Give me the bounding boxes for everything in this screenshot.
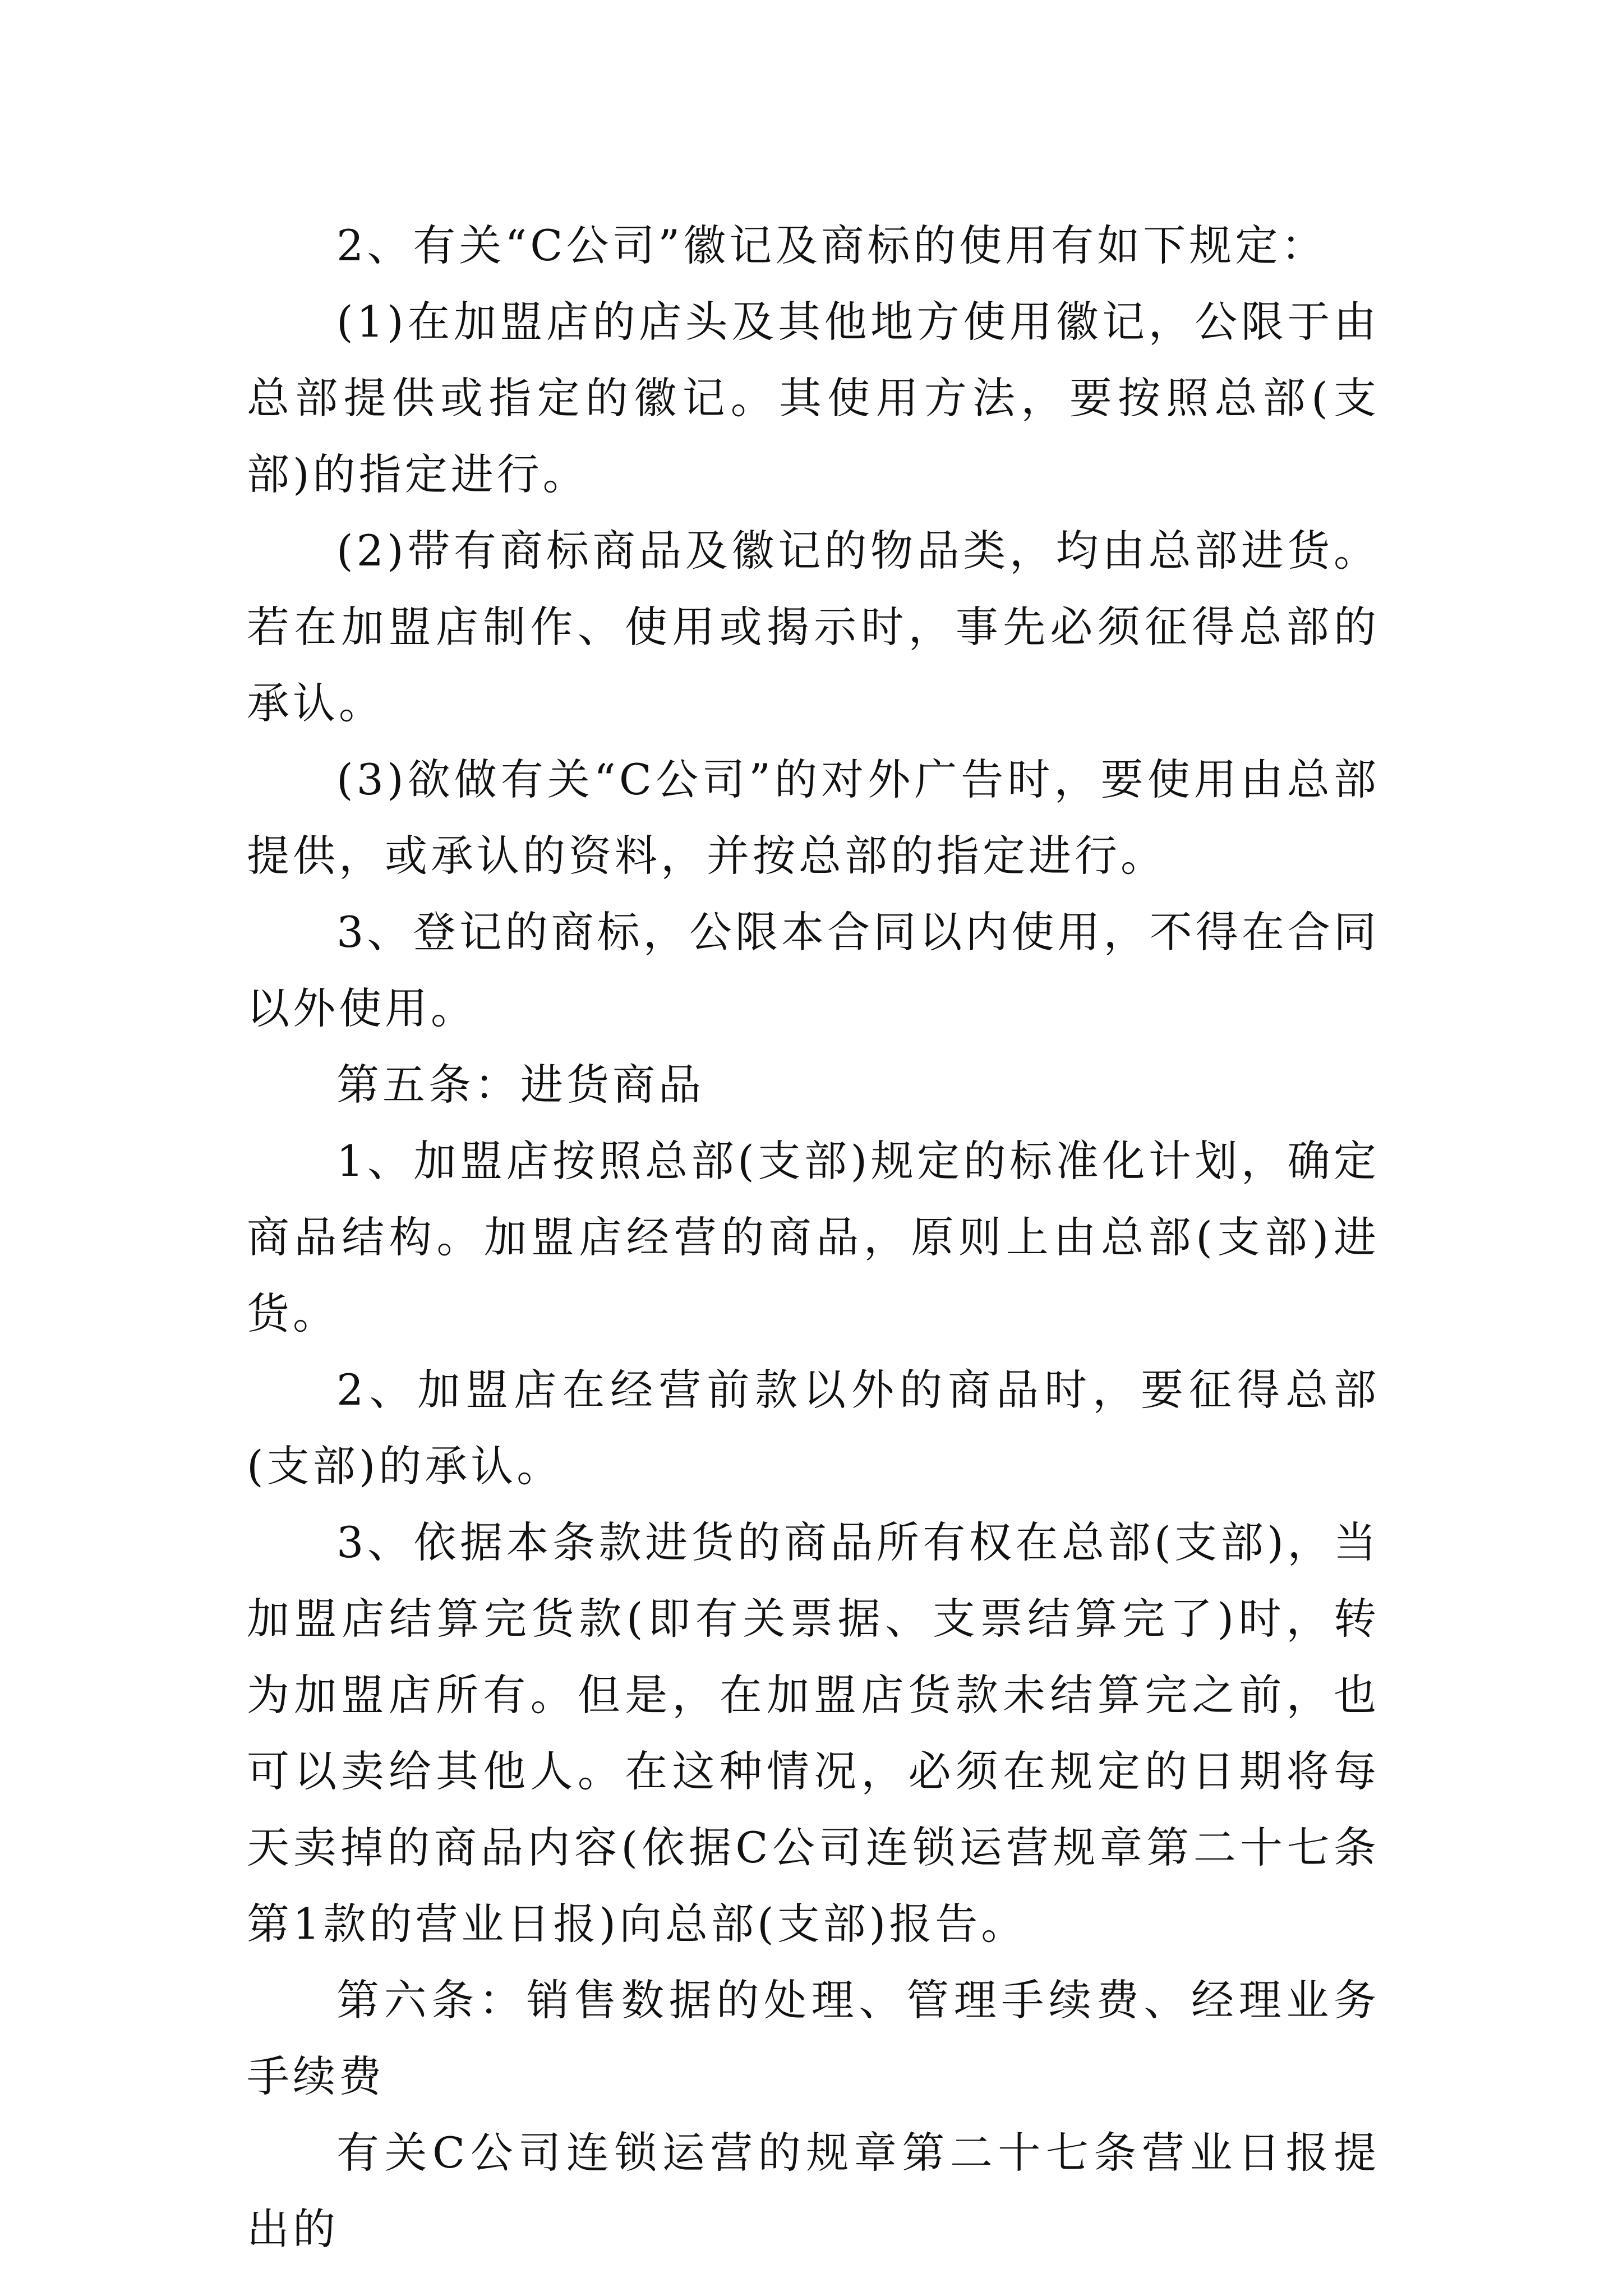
paragraph-registered-trademark: 3、登记的商标，公限本合同以内使用，不得在合同以外使用。 (247, 907, 1380, 1033)
paragraph-article-6-body: 有关C公司连锁运营的规章第二十七条营业日报提出的 (247, 2128, 1380, 2254)
paragraph-article-5-item-1: 1、加盟店按照总部(支部)规定的标准化计划，确定商品结构。加盟店经营的商品，原则上由总部(支部)进货。 (247, 1136, 1380, 1338)
paragraph-article-5-item-3: 3、依据本条款进货的商品所有权在总部(支部)，当加盟店结算完货款(即有关票据、支票结算完了)时，转为加盟店所有。但是，在加盟店货款未结算完之前，也可以卖给其他人。在这种情况，必须在规定的日期将每天卖掉的商品内容(依据C公司连锁运营规章第二十七条第1款的营业日报)向总部(支部)报告。 (247, 1517, 1380, 1949)
document-body (247, 208, 1380, 2267)
paragraph-rule-3: (3)欲做有关“C公司”的对外广告时，要使用由总部提供，或承认的资料，并按总部的指定进行。 (247, 754, 1380, 881)
paragraph-rule-2: (2)带有商标商品及徽记的物品类，均由总部进货。若在加盟店制作、使用或揭示时，事先必须征得总部的承认。 (247, 526, 1380, 728)
paragraph-logo-trademark-rules: 2、有关“C公司”徽记及商标的使用有如下规定： (336, 220, 1327, 270)
paragraph-article-5-item-2: 2、加盟店在经营前款以外的商品时，要征得总部(支部)的承认。 (247, 1365, 1380, 1491)
paragraph-rule-1: (1)在加盟店的店头及其他地方使用徽记，公限于由总部提供或指定的徽记。其使用方法，要按照总部(支部)的指定进行。 (247, 297, 1380, 499)
article-5-heading: 第五条：进货商品 (336, 1060, 704, 1110)
article-6-heading: 第六条：销售数据的处理、管理手续费、经理业务手续费 (247, 1975, 1380, 2101)
